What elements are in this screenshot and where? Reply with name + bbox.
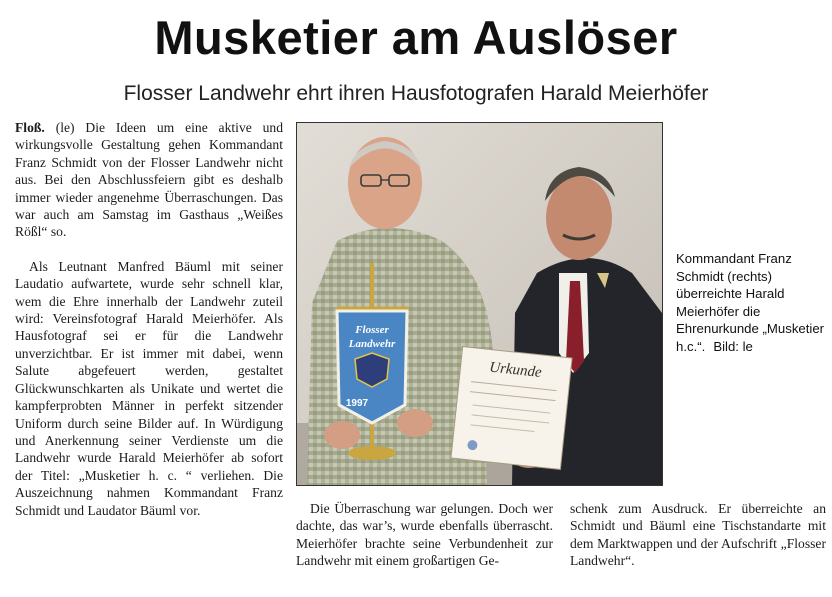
pennant-text-line2: Landwehr [348, 338, 396, 350]
pennant-year: 1997 [345, 398, 369, 409]
subheadline: Flosser Landwehr ehrt ihren Hausfotografen Harald Meierhöfer [123, 82, 709, 105]
paragraph-2: Als Leutnant Manfred Bäuml mit seiner Laudatio aufwartete, wurde sehr schnell klar, wem die Ehre innerhalb der Landwehr zuteil wird: Vereinsfotograf Harald Meierhöfer. Als Hausfotograf sei er für die Landwehr unverzichtbar. Er ist immer mit dabei, wenn Salute abgefeuert werden, gestaltet Glückwunschkarten als Unikate und wertet die kampferprobten Männer in perfekt sitzender Uniform durch seine Bilder auf. In Würdigung und Anerkennung seiner Verdienste um die Landwehr wurde Harald Meierhöfer ab sofort der Titel: „Musketier h. c. “ verliehen. Die Auszeichnung nahmen Kommandant Franz Schmidt und Laudator Bäuml vor. [15, 258, 283, 518]
paragraph-1 [15, 119, 283, 241]
award-photo [296, 122, 663, 486]
certificate-title: Urkunde [488, 359, 543, 381]
article-column-3 [570, 500, 826, 570]
pennant-text-line1: Flosser [355, 324, 389, 336]
article-column-1 [15, 119, 283, 519]
caption-text: Kommandant Franz Schmidt (rechts) überreichte Harald Meierhöfer die Ehrenurkunde „Musketier h.c.“. [676, 251, 825, 354]
article-column-2 [296, 500, 553, 570]
paragraph-1-text: (le) Die Ideen um eine aktive und wirkungsvolle Gestaltung gehen Kommandant Franz Schmidt von der Flosser Landwehr nicht aus. Bei den Abschlussfeiern gibt es deshalb immer wieder angenehme Überraschungen. Das war auch am Samstag im Gasthaus „Weißes Rößl“ so. [15, 120, 283, 240]
dateline: Floß. [15, 120, 45, 135]
photo-credit: Bild: le [713, 338, 753, 354]
headline: Musketier am Auslöser [154, 11, 678, 64]
paragraph-3-part-1: Die Überraschung war gelungen. Doch wer dachte, das war’s, wurde ebenfalls überrascht. Meierhöfer brachte seine Verbundenheit zur Landwehr mit einem großartigen Ge- [296, 501, 553, 569]
photo-caption [676, 250, 828, 356]
paragraph-3-part-2: schenk zum Ausdruck. Er überreichte an Schmidt und Bäuml eine Tischstandarte mit dem Marktwappen und der Aufschrift „Flosser Landwehr“. [570, 501, 826, 569]
certificate [451, 347, 572, 470]
